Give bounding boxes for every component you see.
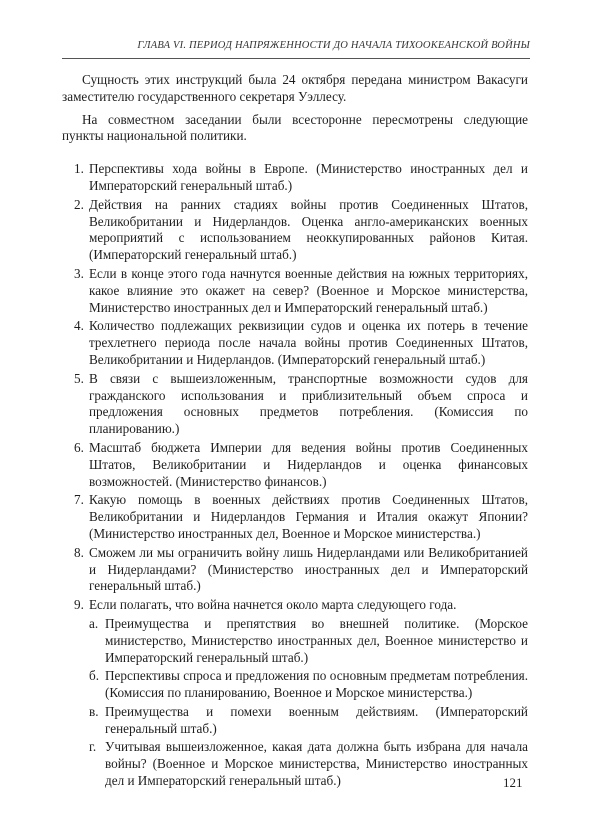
item-text: Масштаб бюджета Империи для ведения войны против Соединенных Штатов, Великобритании и Нидерландов и оценка финансовых возможностей. (Министерство финансов.) [89,439,528,489]
list-item [62,597,528,790]
item-text: Если полагать, что война начнется около марта следующего года. [89,597,457,613]
list-item [62,371,528,438]
item-number: 4. [74,318,84,334]
running-header [62,38,530,59]
list-item [62,161,528,195]
item-number: 3. [74,265,84,281]
paragraph: На совместном заседании были всесторонне пересмотрены следующие пункты национальной политики. [62,111,528,144]
item-number: 8. [74,544,84,560]
policy-list [62,161,528,790]
page-number: 121 [503,775,523,790]
list-item [62,266,528,316]
sub-item-label: в. [89,703,99,719]
sub-item-label: г. [89,739,97,755]
item-text: Какую помощь в военных действиях против Соединенных Штатов, Великобритании и Нидерландов Германия и Италия окажут Японии? (Министерство иностранных дел, Военное и Морское министерства.) [89,492,528,541]
item-number: 2. [74,196,84,212]
page-body [62,72,528,792]
item-text: Действия на ранних стадиях войны против Соединенных Штатов, Великобритании и Нидерландов. Оценка англо-американских военных мероприятий с использованием неоккупированных районов Китая. (Императорский генеральный штаб.) [89,196,528,263]
list-item [62,440,528,490]
sub-list-item [89,704,528,738]
paragraph: Сущность этих инструкций была 24 октября передана министром Вакасуги заместителю государственного секретаря Уэллесу. [62,72,528,104]
item-text: Если в конце этого года начнутся военные действия на южных территориях, какое влияние это окажет на север? (Военное и Морское министерства, Министерство иностранных дел и Императорский генеральный штаб.) [89,265,528,315]
list-item [62,492,528,542]
item-number: 7. [74,492,84,508]
item-number: 5. [74,370,84,386]
sub-list-item [89,616,528,666]
sub-list-item [89,739,528,789]
sub-item-text: Перспективы спроса и предложения по основным предметам потребления. (Комиссия по планированию, Военное и Морское министерства.) [105,668,528,701]
list-item [62,197,528,264]
item-text: Перспективы хода войны в Европе. (Министерство иностранных дел и Императорский генеральный штаб.) [89,161,528,193]
item-number: 6. [74,439,84,455]
item-number: 1. [74,161,84,177]
sub-list [89,616,528,790]
running-title: ГЛАВА VI. ПЕРИОД НАПРЯЖЕННОСТИ ДО НАЧАЛА ТИХООКЕАНСКОЙ ВОЙНЫ [137,40,530,51]
item-number: 9. [74,597,84,613]
sub-item-text: Преимущества и помехи военным действиям. (Императорский генеральный штаб.) [105,703,528,736]
item-text: В связи с вышеизложенным, транспортные возможности судов для гражданского использования и приблизительный объем спроса и предложения основных предметов потребления. (Комиссия по планированию.) [89,370,528,437]
item-text: Количество подлежащих реквизиции судов и оценка их потерь в течение трехлетнего периода после начала войны против Соединенных Штатов, Великобритании и Нидерландов. (Императорский генеральный штаб.) [89,318,528,367]
list-item [62,545,528,595]
sub-item-text: Преимущества и препятствия во внешней политике. (Морское министерство, Министерство иностранных дел, Военное министерство и Императорский генеральный штаб.) [105,615,528,665]
list-item [62,318,528,368]
sub-item-label: б. [89,668,100,684]
item-text: Сможем ли мы ограничить войну лишь Нидерландами или Великобританией и Нидерландами? (Министерство иностранных дел и Императорский генеральный штаб.) [89,544,528,594]
sub-item-label: а. [89,615,99,631]
sub-list-item [89,668,528,702]
sub-item-text: Учитывая вышеизложенное, какая дата должна быть избрана для начала войны? (Военное и Морское министерства, Министерство иностранных дел и Императорский генеральный штаб.) [105,739,528,789]
